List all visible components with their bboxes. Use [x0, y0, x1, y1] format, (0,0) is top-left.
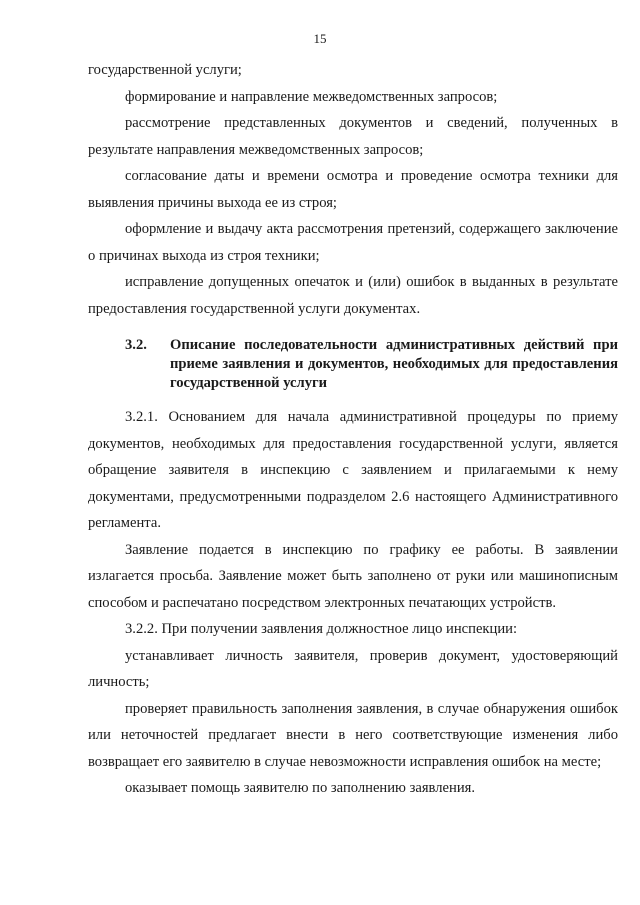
paragraph: 3.2.2. При получении заявления должностное лицо инспекции: [125, 621, 518, 637]
paragraph: согласование даты и времени осмотра и проведение осмотра техники для выявления причины выхода ее из строя; [88, 168, 618, 211]
paragraph: государственной услуги; [88, 62, 242, 78]
paragraph: формирование и направление межведомственных запросов; [125, 88, 498, 105]
paragraph: исправление допущенных опечаток и (или) ошибок в выданных в результате предоставления государственной услуги документах. [88, 274, 618, 317]
paragraph: 3.2.1. Основанием для начала административной процедуры по приему документов, необходимых для предоставления государственной услуги, является обращение заявителя в инспекцию с заявлением и прилагаемыми к нему документами, предусмотренными подразделом 2.6 настоящего Административного регламента. [88, 409, 618, 531]
page-number: 15 [313, 31, 327, 46]
section-number: 3.2. [125, 337, 147, 353]
paragraph: рассмотрение представленных документов и сведений, полученных в результате направления межведомственных запросов; [88, 115, 618, 158]
paragraph: оказывает помощь заявителю по заполнению заявления. [125, 780, 475, 796]
paragraph: устанавливает личность заявителя, проверив документ, удостоверяющий личность; [88, 647, 618, 690]
section-title: Описание последовательности административных действий при приеме заявления и документов, необходимых для предоставления государственной услуги [170, 337, 618, 391]
paragraph: оформление и выдачу акта рассмотрения претензий, содержащего заключение о причинах выхода из строя техники; [88, 221, 618, 264]
document-body [88, 57, 618, 802]
section-heading [88, 336, 618, 393]
paragraph: Заявление подается в инспекцию по графику ее работы. В заявлении излагается просьба. Заявление может быть заполнено от руки или машинописным способом и распечатано посредством электронных печатающих устройств. [88, 541, 618, 611]
paragraph: проверяет правильность заполнения заявления, в случае обнаружения ошибок или неточностей предлагает внести в него соответствующие изменения либо возвращает его заявителю в случае невозможности исправления ошибок на месте; [88, 700, 618, 770]
